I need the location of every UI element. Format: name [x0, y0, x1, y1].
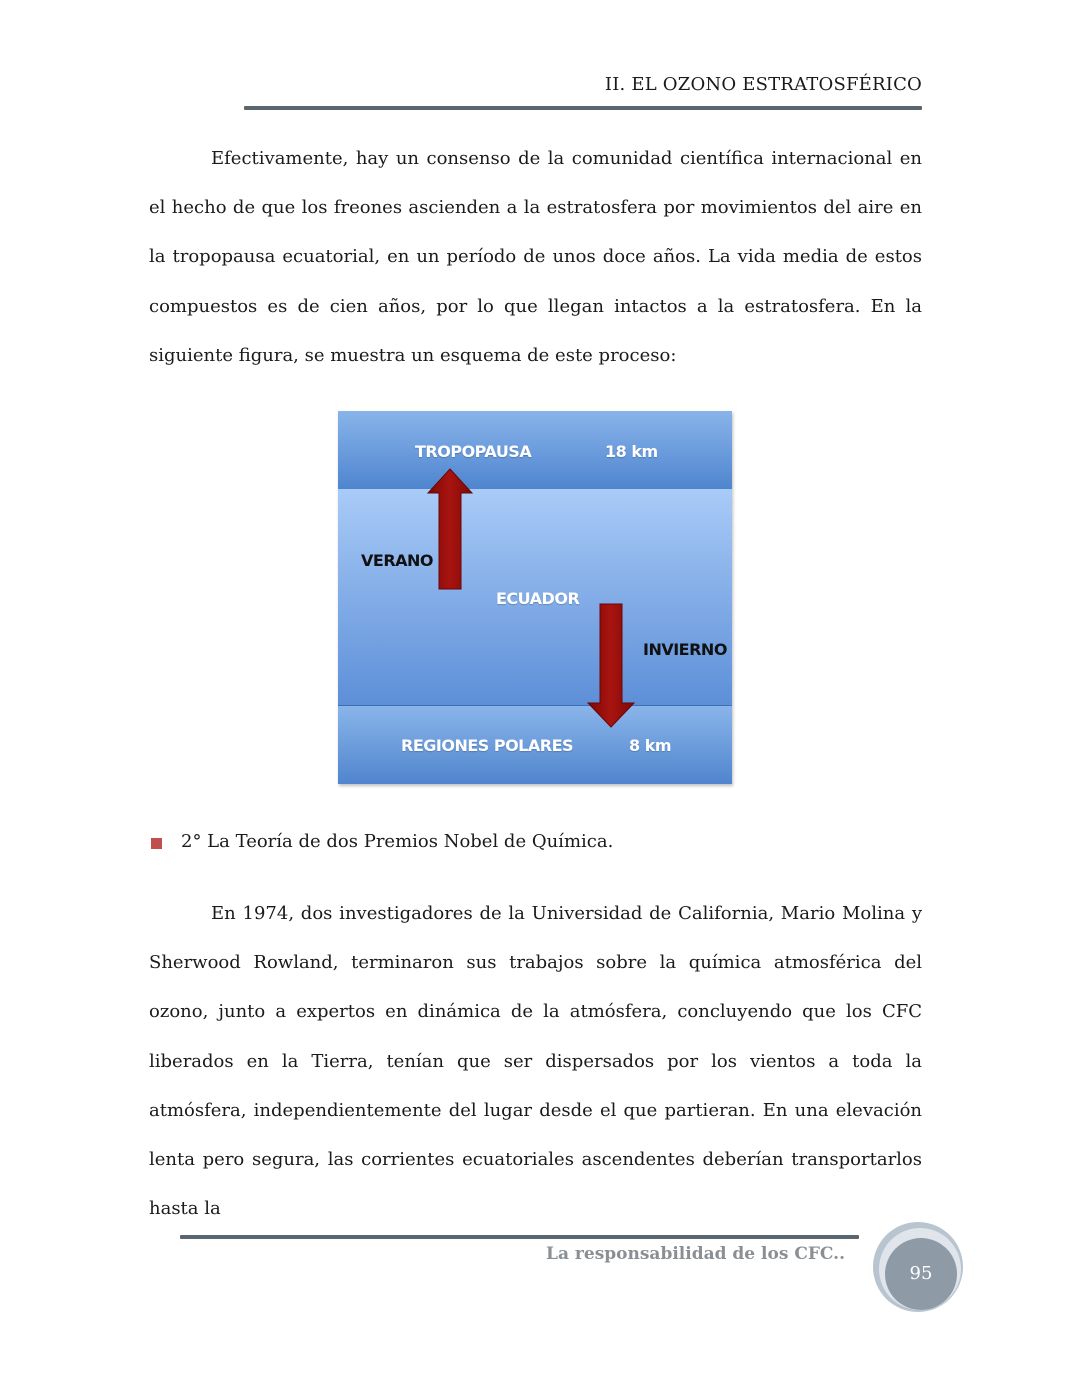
tropopausa-band — [338, 411, 732, 490]
paragraph-molina-rowland — [149, 889, 922, 1233]
ecuador-label: ECUADOR — [496, 589, 580, 608]
regiones-polares-label: REGIONES POLARES — [401, 736, 574, 755]
polar-altitude: 8 km — [629, 736, 672, 755]
tropopausa-label: TROPOPAUSA — [415, 442, 532, 461]
header-divider — [244, 106, 922, 110]
arrow-up-icon — [426, 467, 474, 591]
verano-label: VERANO — [361, 551, 434, 570]
paragraph-freones-text: Efectivamente, hay un consenso de la comunidad científica internacional en el hecho de que los freones ascienden a la estratosfera por movimientos del aire en la tropopausa ecuatorial, en un período de unos doce años. La vida media de estos compuestos es de cien años, por lo que llegan intactos a la estratosfera. En la siguiente figura, se muestra un esquema de este proceso: — [149, 148, 922, 366]
tropopausa-altitude: 18 km — [605, 442, 658, 461]
invierno-label: INVIERNO — [643, 640, 727, 659]
page-number-badge — [873, 1222, 963, 1312]
chapter-header: II. EL OZONO ESTRATOSFÉRICO — [604, 74, 922, 95]
running-footer-title: La responsabilidad de los CFC.. — [546, 1244, 845, 1264]
page-number: 95 — [909, 1263, 933, 1284]
square-bullet-icon — [151, 838, 162, 849]
paragraph-molina-rowland-text: En 1974, dos investigadores de la Universidad de California, Mario Molina y Sherwood Rowland, terminaron sus trabajos sobre la química atmosférica del ozono, junto a expertos en dinámica de la atmósfera, concluyendo que los CFC liberados en la Tierra, tenían que ser dispersados por los vientos a toda la atmósfera, independientemente del lugar desde el que partieran. En una elevación lenta pero segura, las corrientes ecuatoriales ascendentes deberían transportarlos hasta la — [149, 903, 922, 1220]
paragraph-freones — [149, 134, 922, 380]
footer-divider — [180, 1235, 859, 1239]
atmosphere-diagram — [338, 411, 732, 784]
bullet-text: 2° La Teoría de dos Premios Nobel de Química. — [181, 831, 614, 852]
arrow-down-icon — [586, 603, 636, 729]
